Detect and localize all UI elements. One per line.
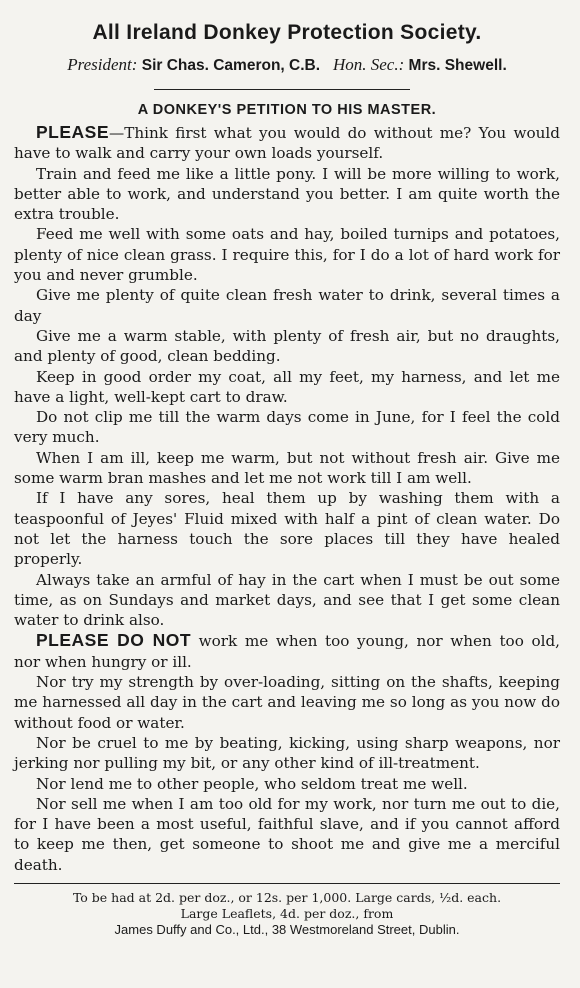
secretary-name: Mrs. Shewell. [408, 57, 507, 74]
do-not-paragraph: Nor sell me when I am too old for my work, nor turn me out to die, for I have been a most useful, faithful slave, and if you cannot afford to keep me then, get someone to shoot me and give me a merciful death. [14, 794, 560, 874]
do-not-paragraph [14, 630, 560, 672]
petition-paragraph: Give me plenty of quite clean fresh water to drink, several times a day [14, 286, 560, 325]
footer-leaflets: Large Leaflets, 4d. per doz., from [180, 905, 394, 921]
society-title: All Ireland Donkey Protection Society. [92, 21, 482, 44]
please-word: PLEASE [36, 122, 110, 142]
petition-heading: A DONKEY'S PETITION TO HIS MASTER. [137, 102, 437, 118]
please-do-not: PLEASE DO NOT [36, 630, 192, 651]
secretary-label: Hon. Sec.: [332, 55, 405, 74]
officers-line [14, 54, 560, 77]
footer-publisher: James Duffy and Co., Ltd., 38 Westmoreland Street, Dublin. [114, 921, 460, 937]
footer [14, 890, 560, 938]
petition-body [14, 122, 560, 875]
do-not-paragraph: Nor try my strength by over-loading, sitting on the shafts, keeping me harnessed all day in the cart and leaving me so long as you now do without food or water. [14, 673, 560, 732]
bottom-divider [14, 883, 560, 884]
top-divider [154, 89, 410, 90]
petition-paragraph: If I have any sores, heal them up by washing them with a teaspoonful of Jeyes' Fluid mixed with half a pint of clean water. Do not let the harness touch the sore places till they have healed properly. [14, 489, 560, 569]
footer-prices: To be had at 2d. per doz., or 12s. per 1,000. Large cards, ½d. each. [72, 889, 502, 905]
petition-paragraph: When I am ill, keep me warm, but not without fresh air. Give me some warm bran mashes and let me not work till I am well. [14, 448, 560, 488]
petition-paragraph [14, 122, 560, 164]
petition-paragraph: Give me a warm stable, with plenty of fresh air, but no draughts, and plenty of good, clean bedding. [14, 326, 560, 366]
petition-paragraph: Do not clip me till the warm days come in June, for I feel the cold very much. [14, 408, 560, 447]
president-name: Sir Chas. Cameron, C.B. [141, 57, 321, 74]
do-not-paragraph: Nor lend me to other people, who seldom treat me well. [36, 774, 468, 793]
do-not-paragraph: Nor be cruel to me by beating, kicking, using sharp weapons, nor jerking nor pulling my bit, or any other kind of ill-treatment. [14, 733, 560, 773]
president-label: President: [67, 55, 138, 74]
petition-paragraph: Always take an armful of hay in the cart when I must be out some time, as on Sundays and market days, and see that I get some clean water to drink also. [14, 570, 560, 630]
paragraph-text: —Think first what you would do without me? You would have to walk and carry your own loads yourself. [14, 124, 560, 163]
paragraph-text: work me when too young, nor when too old, nor when hungry or ill. [14, 632, 560, 671]
petition-paragraph: Feed me well with some oats and hay, boiled turnips and potatoes, plenty of nice clean grass. I require this, for I do a lot of hard work for you and never grumble. [14, 225, 560, 285]
petition-paragraph: Train and feed me like a little pony. I will be more willing to work, better able to work, and understand you better. I am quite worth the extra trouble. [14, 164, 560, 224]
petition-paragraph: Keep in good order my coat, all my feet, my harness, and let me have a light, well-kept cart to draw. [14, 367, 560, 406]
